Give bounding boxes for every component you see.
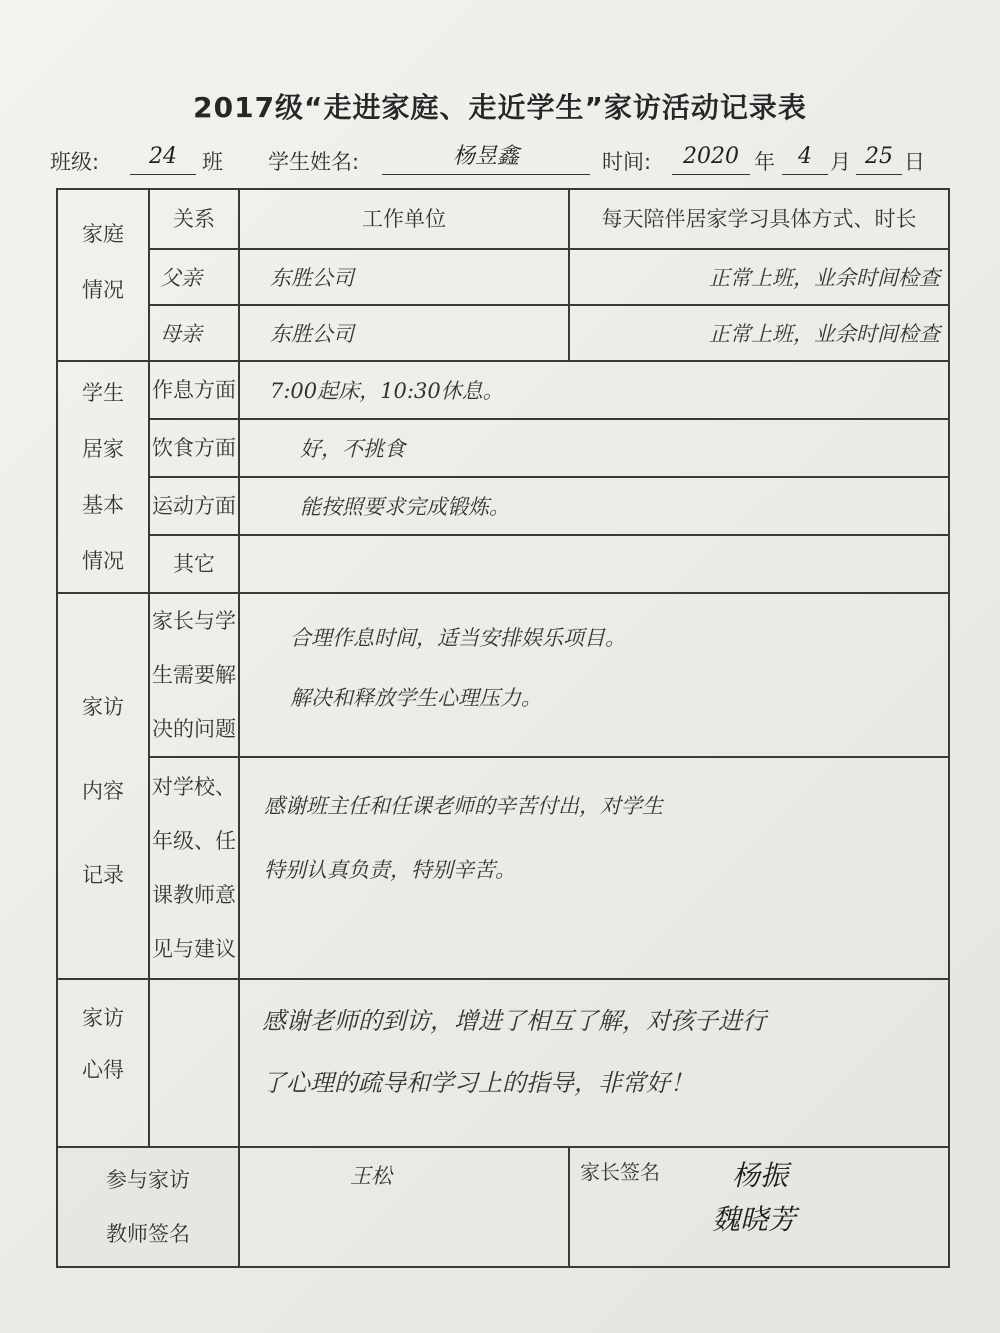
mother-method: 正常上班，业余时间检查: [569, 305, 949, 361]
form-title: 2017级“走进家庭、走近学生”家访活动记录表: [193, 91, 807, 124]
schedule-value: 7:00起床，10:30休息。: [239, 361, 949, 419]
reflection-label: 家访 心得: [57, 979, 149, 1147]
student-name-value: 杨昱鑫: [382, 140, 590, 175]
advice-label: 对学校、 年级、任 课教师意 见与建议: [149, 757, 239, 979]
diet-label: 饮食方面: [149, 419, 239, 477]
visit-record-table: [56, 188, 950, 1268]
month-value: 4: [782, 140, 828, 175]
reflection-blank-cell: [149, 979, 239, 1147]
mother-work-unit: 东胜公司: [239, 305, 569, 361]
class-label: 班级:: [50, 150, 100, 174]
other-label: 其它: [149, 535, 239, 593]
year-value: 2020: [672, 140, 750, 175]
parent-signature: 杨振 魏晓芳: [712, 1159, 797, 1236]
exercise-label: 运动方面: [149, 477, 239, 535]
father-method: 正常上班，业余时间检查: [569, 249, 949, 305]
parent-signature-cell: [569, 1147, 949, 1267]
mother-relation: 母亲: [149, 305, 239, 361]
method-header: 每天陪伴居家学习具体方式、时长: [569, 189, 949, 249]
day-value: 25: [856, 140, 902, 175]
class-value: 24: [130, 140, 196, 175]
student-name-label: 学生姓名:: [268, 150, 360, 174]
teacher-signature: 王松: [239, 1147, 569, 1267]
home-section-label: 学生 居家 基本 情况: [57, 361, 149, 593]
class-suffix: 班: [202, 150, 223, 174]
advice-text: 感谢班主任和任课老师的辛苦付出，对学生 特别认真负责，特别辛苦。: [239, 757, 949, 979]
reflection-text: 感谢老师的到访，增进了相互了解，对孩子进行 了心理的疏导和学习上的指导，非常好！: [239, 979, 949, 1147]
visit-section-label: 家访 内容 记录: [57, 593, 149, 979]
other-value: [239, 535, 949, 593]
problems-text: 合理作息时间，适当安排娱乐项目。 解决和释放学生心理压力。: [239, 593, 949, 757]
work-unit-header: 工作单位: [239, 189, 569, 249]
relation-header: 关系: [149, 189, 239, 249]
year-suffix: 年: [754, 150, 775, 174]
schedule-label: 作息方面: [149, 361, 239, 419]
parent-signature-label: 家长签名: [580, 1160, 660, 1184]
father-work-unit: 东胜公司: [239, 249, 569, 305]
teacher-signature-label: 参与家访 教师签名: [57, 1147, 239, 1267]
time-label: 时间:: [602, 150, 652, 174]
diet-value: 好，不挑食: [239, 419, 949, 477]
exercise-value: 能按照要求完成锻炼。: [239, 477, 949, 535]
problems-label: 家长与学 生需要解 决的问题: [149, 593, 239, 757]
day-suffix: 日: [904, 150, 925, 174]
family-section-label: 家庭 情况: [57, 189, 149, 361]
father-relation: 父亲: [149, 249, 239, 305]
month-suffix: 月: [830, 150, 851, 174]
